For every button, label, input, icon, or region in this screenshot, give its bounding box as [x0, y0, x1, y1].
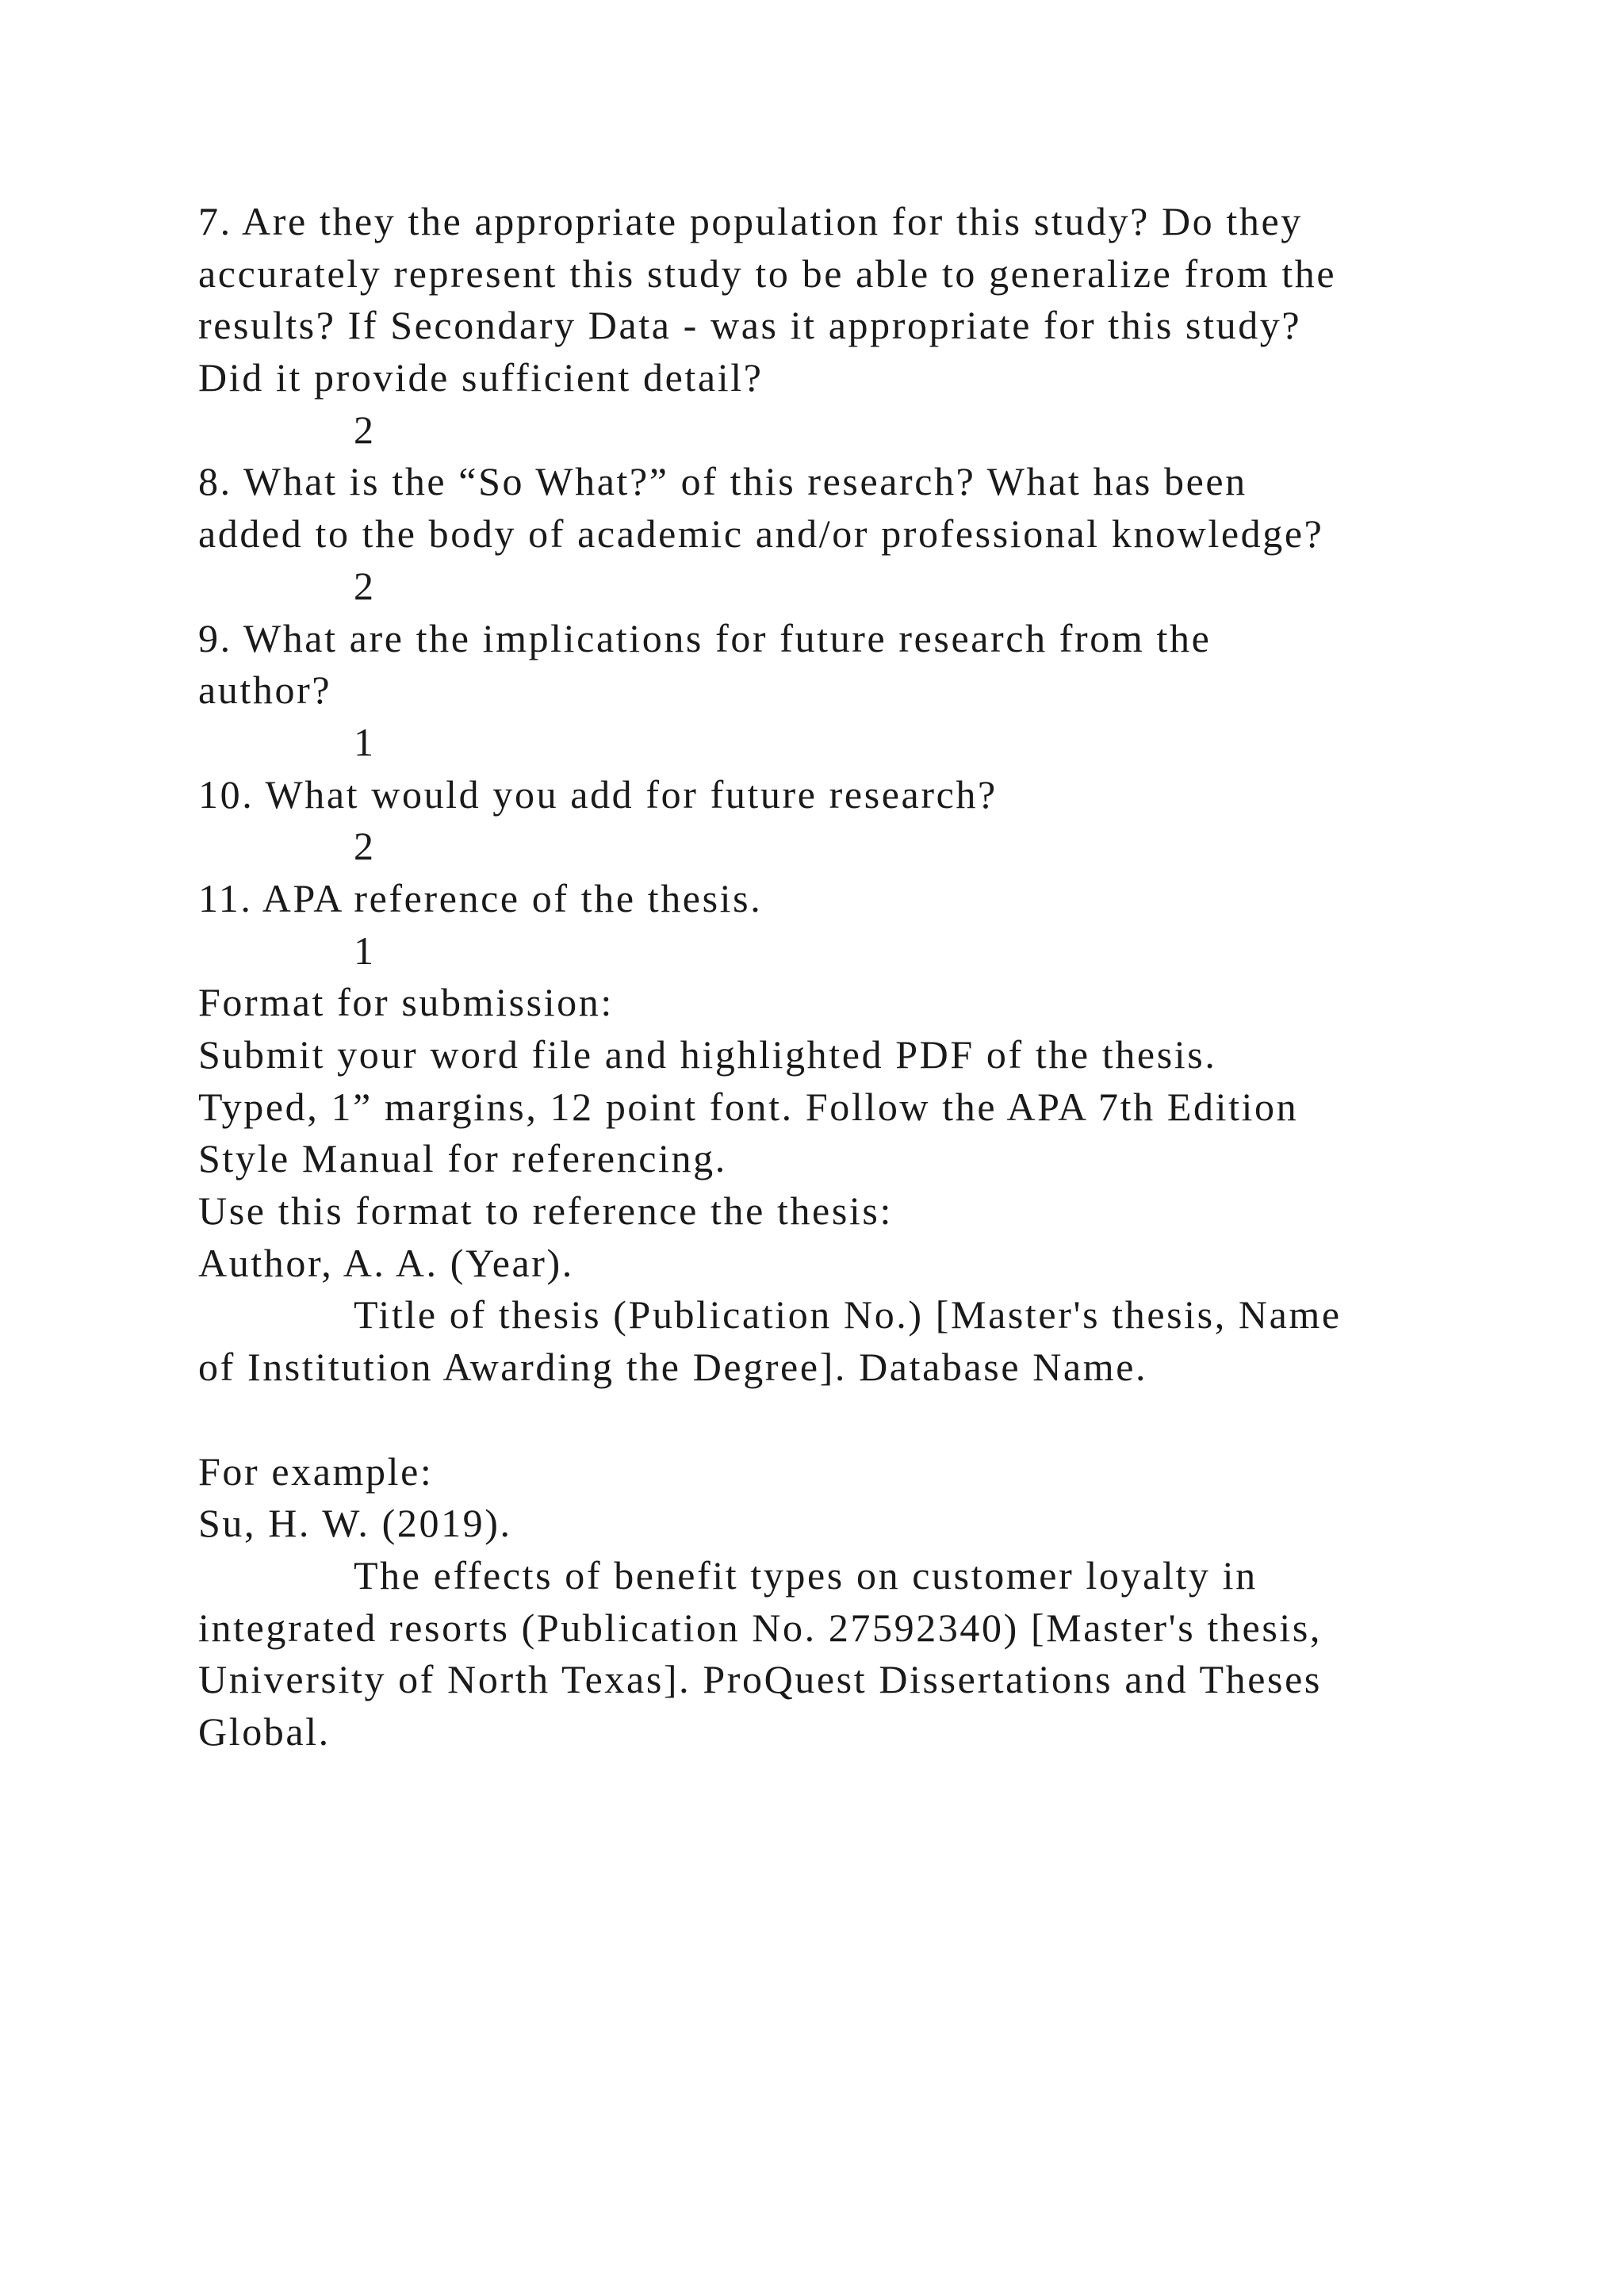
document-body: [198, 196, 1467, 1758]
text-line: 8. What is the “So What?” of this research? What has been: [198, 459, 1247, 504]
text-line: 10. What would you add for future research?: [198, 771, 998, 817]
text-line: The effects of benefit types on customer loyalty in: [354, 1552, 1258, 1598]
text-line: Format for submission:: [198, 980, 614, 1025]
text-line: For example:: [198, 1448, 434, 1494]
blank-line: [198, 1394, 1467, 1446]
text-line: University of North Texas]. ProQuest Dissertations and Theses: [198, 1657, 1322, 1702]
text-line: Submit your word file and highlighted PDF of the thesis.: [198, 1032, 1217, 1077]
text-line: 2: [354, 407, 376, 452]
text-line: Author, A. A. (Year).: [198, 1240, 574, 1285]
text-line: Typed, 1” margins, 12 point font. Follow the APA 7th Edition: [198, 1084, 1299, 1129]
text-line: Style Manual for referencing.: [198, 1136, 727, 1181]
text-line: of Institution Awarding the Degree]. Database Name.: [198, 1345, 1148, 1390]
text-line: 11. APA reference of the thesis.: [198, 875, 763, 920]
text-line: 7. Are they the appropriate population for this study? Do they: [198, 199, 1303, 243]
text-line: Global.: [198, 1709, 331, 1754]
text-line: 1: [354, 719, 376, 764]
text-line: accurately represent this study to be able to generalize from the: [198, 251, 1337, 296]
text-line: added to the body of academic and/or professional knowledge?: [198, 511, 1324, 557]
text-line: 2: [354, 824, 376, 869]
text-line: 2: [354, 563, 376, 608]
text-line: results? If Secondary Data - was it appropriate for this study?: [198, 303, 1302, 348]
text-line: Title of thesis (Publication No.) [Master's thesis, Name: [354, 1292, 1342, 1337]
text-line: Use this format to reference the thesis:: [198, 1188, 893, 1234]
text-line: 9. What are the implications for future research from the: [198, 615, 1212, 660]
text-line: integrated resorts (Publication No. 27592340) [Master's thesis,: [198, 1605, 1323, 1650]
text-line: Su, H. W. (2019).: [198, 1501, 512, 1546]
text-line: author?: [198, 668, 332, 713]
text-line: Did it provide sufficient detail?: [198, 355, 764, 400]
text-line: 1: [354, 928, 376, 973]
